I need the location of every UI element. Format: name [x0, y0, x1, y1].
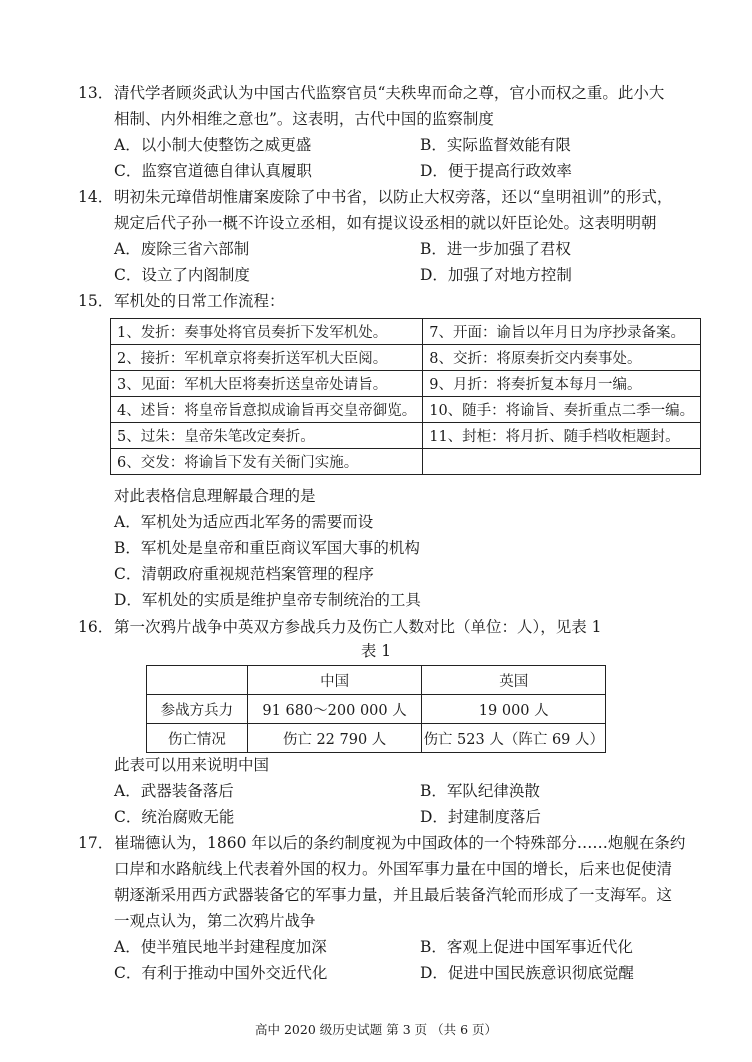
q13-option-c: C．监察官道德自律认真履职: [114, 162, 312, 180]
q17-stem-line1: 崔瑞德认为，1860 年以后的条约制度视为中国政体的一个特殊部分……炮舰在条约: [114, 834, 686, 852]
table-cell: 9、月折：将奏折复本每月一编。: [423, 371, 701, 397]
table-cell: 4、述旨：将皇帝旨意拟成谕旨再交皇帝御览。: [111, 397, 423, 423]
q14-stem-line1: 明初朱元璋借胡惟庸案废除了中书省，以防止大权旁落，还以“皇明祖训”的形式，: [114, 188, 673, 206]
table-cell: 2、接折：军机章京将奏折送军机大臣阅。: [111, 345, 423, 371]
q17-stem-line2: 口岸和水路航线上代表着外国的权力。外国军事力量在中国的增长，后来也促使清: [114, 860, 673, 878]
table-row: [111, 449, 701, 475]
page-footer: 高中 2020 级历史试题 第 3 页 （共 6 页）: [254, 1022, 497, 1037]
q17-stem-line4: 一观点认为，第二次鸦片战争: [114, 912, 316, 930]
q16-option-a: A．武器装备落后: [114, 782, 234, 800]
q13-stem-line2: 相制、内外相维之意也”。这表明，古代中国的监察制度: [114, 110, 494, 128]
q16-option-b: B．军队纪律涣散: [420, 782, 540, 800]
q14-stem-line2: 规定后代子孙一概不许设立丞相，如有提议设丞相的就以奸臣论处。这表明明朝: [114, 214, 657, 232]
q16-number: 16．: [78, 618, 114, 636]
q14-option-b: B．进一步加强了君权: [420, 240, 571, 258]
q13-number: 13．: [78, 84, 114, 102]
table-row: [111, 423, 701, 449]
q17-option-a: A．使半殖民地半封建程度加深: [114, 938, 327, 956]
table-row: [147, 724, 606, 753]
table-cell: 91 680～200 000 人: [247, 695, 422, 724]
q15-option-b: B．军机处是皇帝和重臣商议军国大事的机构: [114, 539, 420, 557]
table-cell: 10、随手：将谕旨、奏折重点二季一编。: [423, 397, 701, 423]
q16-stem-line1: 第一次鸦片战争中英双方参战兵力及伤亡人数对比（单位：人），见表 1: [114, 618, 602, 636]
table-row: [111, 371, 701, 397]
q15-number: 15．: [78, 292, 114, 310]
table-cell: 伤亡情况: [147, 724, 248, 753]
table-header-cell: 英国: [422, 666, 606, 695]
table-header-cell: 中国: [247, 666, 422, 695]
table-row: [111, 397, 701, 423]
q16-option-c: C．统治腐败无能: [114, 808, 235, 826]
q13-option-a: A．以小制大使整饬之威更盛: [114, 136, 312, 154]
q17-option-b: B．客观上促进中国军事近代化: [420, 938, 633, 956]
table-title: 表 1: [360, 642, 392, 660]
q14-number: 14．: [78, 188, 114, 206]
q17-option-c: C．有利于推动中国外交近代化: [114, 964, 328, 982]
q15-option-d: D．军机处的实质是维护皇帝专制统治的工具: [114, 591, 421, 609]
table-cell: 19 000 人: [422, 695, 606, 724]
table-cell: 11、封柜：将月折、随手档收柜题封。: [423, 423, 701, 449]
q14-option-a: A．废除三省六部制: [114, 240, 250, 258]
q15-stem-line1: 军机处的日常工作流程：: [114, 292, 285, 310]
q16-question: 此表可以用来说明中国: [114, 756, 270, 774]
table-cell: 8、交折：将原奏折交内奏事处。: [423, 345, 701, 371]
table-header-row: [147, 666, 606, 695]
table-cell: [423, 449, 701, 475]
q16-option-d: D．封建制度落后: [420, 808, 541, 826]
table-cell: 1、发折：奏事处将官员奏折下发军机处。: [111, 319, 423, 345]
table-cell: 伤亡 22 790 人: [247, 724, 422, 753]
q15-option-c: C．清朝政府重视规范档案管理的程序: [114, 565, 374, 583]
table-cell: 参战方兵力: [147, 695, 248, 724]
table-cell: 伤亡 523 人（阵亡 69 人）: [422, 724, 606, 753]
table-row: [111, 319, 701, 345]
table-row: [111, 345, 701, 371]
q15-question: 对此表格信息理解最合理的是: [114, 487, 316, 505]
table-cell: 7、开面：谕旨以年月日为序抄录备案。: [423, 319, 701, 345]
q13-option-d: D．便于提高行政效率: [420, 162, 572, 180]
workflow-table: [110, 318, 701, 475]
q17-stem-line3: 朝逐渐采用西方武器装备它的军事力量，并且最后装备汽轮而形成了一支海军。这: [114, 886, 673, 904]
table-cell: 3、见面：军机大臣将奏折送皇帝处请旨。: [111, 371, 423, 397]
table-cell: 5、过朱：皇帝朱笔改定奏折。: [111, 423, 423, 449]
q15-option-a: A．军机处为适应西北军务的需要而设: [114, 513, 374, 531]
q14-option-d: D．加强了对地方控制: [420, 266, 572, 284]
q17-number: 17．: [78, 834, 114, 852]
table-row: [147, 695, 606, 724]
q13-stem-line1: 清代学者顾炎武认为中国古代监察官员“夫秩卑而命之尊，官小而权之重。此小大: [114, 84, 665, 102]
table-header-cell: [147, 666, 248, 695]
casualty-table: [146, 665, 606, 753]
q14-option-c: C．设立了内阁制度: [114, 266, 250, 284]
table-cell: 6、交发：将谕旨下发有关衙门实施。: [111, 449, 423, 475]
q13-option-b: B．实际监督效能有限: [420, 136, 571, 154]
q17-option-d: D．促进中国民族意识彻底觉醒: [420, 964, 634, 982]
